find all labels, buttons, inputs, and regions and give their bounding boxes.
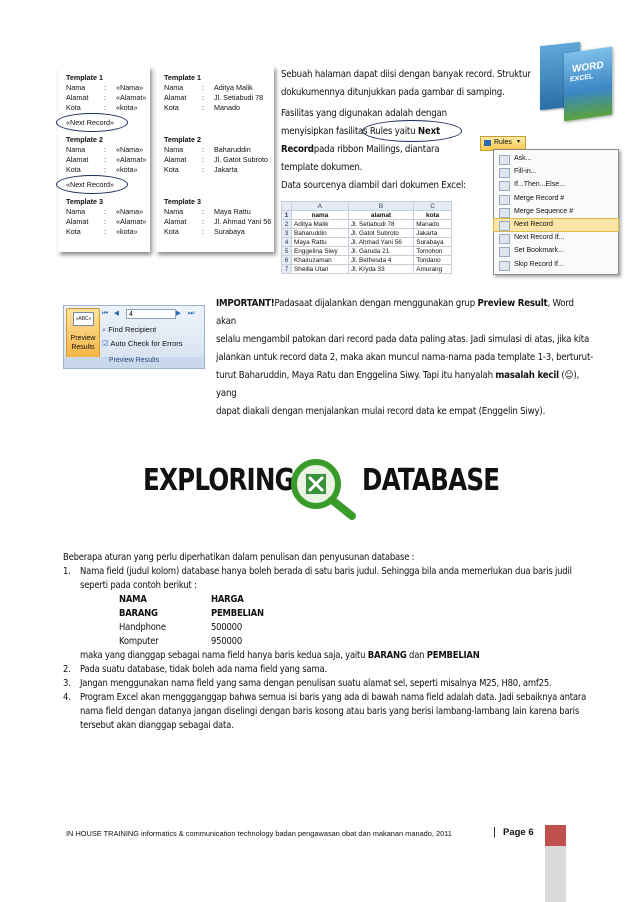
rules-menu-item-label: Skip Record If... xyxy=(514,260,564,268)
template-cell: Nama xyxy=(164,145,184,154)
rules-menu-item-label: Merge Record # xyxy=(514,194,565,202)
template-row xyxy=(66,155,146,165)
rules-menu-item[interactable] xyxy=(494,153,618,165)
template-cell: Nama xyxy=(164,207,184,216)
template-cell: Nama xyxy=(66,83,86,92)
excel-magnifier-logo xyxy=(288,458,360,520)
next-record-marker-2: «Next Record» xyxy=(66,180,114,189)
template-title: Template 1 xyxy=(66,73,104,82)
excel-cell: Sheilla Utari xyxy=(292,265,349,274)
example-cell: NAMA xyxy=(119,594,147,605)
menu-item-icon xyxy=(499,168,510,178)
footer-separator: | xyxy=(493,826,496,838)
template-row xyxy=(66,227,146,237)
template-title: Template 2 xyxy=(164,135,202,144)
template-row xyxy=(66,165,146,175)
template-cell: : xyxy=(202,103,204,112)
template-cell: Jakarta xyxy=(214,165,238,174)
intro-line: Recordpada ribbon Mailings, diantara xyxy=(281,144,440,155)
menu-item-icon xyxy=(499,155,510,165)
excel-cell: 1 xyxy=(282,211,292,220)
template-cell: «Nama» xyxy=(116,145,144,154)
excel-cell: 4 xyxy=(282,238,292,247)
template-row xyxy=(164,155,271,165)
template-fields-list xyxy=(66,73,146,237)
next-record-marker-1: «Next Record» xyxy=(66,118,114,127)
template-cell: : xyxy=(104,227,106,236)
highlight-ellipse-1 xyxy=(56,113,128,132)
preview-results-button[interactable] xyxy=(66,308,100,358)
template-row xyxy=(164,93,271,103)
footer-text: IN HOUSE TRAINING informatics & communication technology badan pengawasan obat dan makanan manado, 2011 xyxy=(66,829,452,838)
template-cell: : xyxy=(104,207,106,216)
rule-item-4: 4. Program Excel akan menggganggap bahwa semua isi baris yang ada di bawah nama field adalah data. Jadi sebaiknya antara nama field dengan datanya jangan diselingi dengan baris kosong atau baris yang berisi lambang-lambang lain karena baris tersebut akan dianggap sebagai data. xyxy=(63,692,587,731)
template-cell: : xyxy=(202,145,204,154)
intro-line: template dokumen. xyxy=(281,162,363,173)
rules-button-label: Rules xyxy=(494,139,512,146)
menu-item-icon xyxy=(499,181,510,191)
template-row xyxy=(164,227,271,237)
template-cell: «Nama» xyxy=(116,207,144,216)
menu-item-icon xyxy=(499,208,510,218)
template-cell: Nama xyxy=(66,145,86,154)
template-row xyxy=(66,103,146,113)
template-cell: : xyxy=(202,83,204,92)
template-cell: : xyxy=(202,155,204,164)
excel-row xyxy=(282,238,452,247)
template-block xyxy=(164,135,271,175)
excel-row xyxy=(282,220,452,229)
rules-menu-item[interactable] xyxy=(494,219,618,231)
excel-cell: Khairuzaman xyxy=(292,256,349,265)
template-cell: Aditya Malik xyxy=(214,83,253,92)
template-cell: «kota» xyxy=(116,227,138,236)
template-block xyxy=(164,73,271,113)
preview-results-label-1: Preview xyxy=(70,335,96,342)
rules-menu-item[interactable] xyxy=(494,193,618,205)
intro-line: menyisipkan fasilitas Rules yaitu Next xyxy=(281,126,440,137)
important-line: jalankan untuk record data 2, maka akan muncul nama-nama pada template 1-3, berturut- xyxy=(216,352,594,363)
excel-cell: Jl. Garuda 21 xyxy=(348,247,413,256)
excel-header-row xyxy=(282,211,452,220)
template-row xyxy=(164,165,271,175)
template-cell: «Alamat» xyxy=(116,93,147,102)
excel-cell: Amurang xyxy=(414,265,452,274)
template-cell: Kota xyxy=(66,103,81,112)
intro-line: Data sourcenya diambil dari dokumen Excel: xyxy=(281,180,466,191)
template-title: Template 1 xyxy=(164,73,202,82)
template-row xyxy=(164,217,271,227)
book-front xyxy=(564,47,612,122)
rules-menu-item-label: Next Record xyxy=(514,221,553,228)
template-cell: : xyxy=(104,93,106,102)
example-cell: HARGA xyxy=(211,594,244,605)
important-line: selalu mengambil patokan dari record pada data paling atas. Jadi simulasi di atas, jika kita xyxy=(216,334,590,345)
chevron-down-icon: ▾ xyxy=(517,139,521,145)
book-title-excel: EXCEL xyxy=(570,73,594,84)
template-cell: «Alamat» xyxy=(116,217,147,226)
rules-menu-item[interactable] xyxy=(494,259,618,271)
rules-menu-item-label: Merge Sequence # xyxy=(514,207,574,215)
auto-check-label: Auto Check for Errors xyxy=(110,339,183,348)
excel-cell: Baharuddin xyxy=(292,229,349,238)
example-row xyxy=(119,635,603,649)
template-cell: Baharuddin xyxy=(214,145,251,154)
template-row xyxy=(66,93,146,103)
excel-row xyxy=(282,247,452,256)
template-cell: Jl. Ahmad Yani 56 xyxy=(214,217,272,226)
excel-cell: Manado xyxy=(414,220,452,229)
menu-item-icon xyxy=(499,221,510,231)
preview-abc-icon: «ABC» xyxy=(73,312,94,326)
menu-item-icon xyxy=(499,234,510,244)
template-cell: Nama xyxy=(164,83,184,92)
menu-item-icon xyxy=(499,247,510,257)
rules-intro: Beberapa aturan yang perlu diperhatikan dalam penulisan dan penyusunan database : xyxy=(63,552,415,563)
intro-line: dokukumennya ditunjukkan pada gambar di samping. xyxy=(281,87,505,98)
rule-item-1: 1. Nama field (judul kolom) database hanya boleh berada di satu baris judul. Sehingga bila anda memerlukan dua baris judil seperti pada contoh berikut : NAMA HARGA BARANG PEMBELIAN Handphone 500000 Komputer 950000 maka yang dianggap sebagai nama field hanya baris kedua saja, yaitu BARANG dan PEMBELIAN xyxy=(63,565,603,663)
excel-col-header: B xyxy=(348,202,413,211)
rules-menu-item[interactable] xyxy=(494,245,618,257)
template-cell: Kota xyxy=(66,227,81,236)
heading-left: EXPLORING xyxy=(143,463,295,498)
excel-row xyxy=(282,265,452,274)
find-recipient-label: Find Recipient xyxy=(108,325,157,334)
example-cell: Komputer xyxy=(119,636,159,647)
template-cell: «Alamat» xyxy=(116,155,147,164)
template-row xyxy=(164,207,271,217)
rules-menu-item-label: Next Record If... xyxy=(514,234,565,242)
highlight-ellipse-2 xyxy=(56,175,128,194)
excel-col-header: A xyxy=(292,202,349,211)
template-cell: «kota» xyxy=(116,103,138,112)
excel-cell: 6 xyxy=(282,256,292,265)
excel-row xyxy=(282,256,452,265)
template-cell: Kota xyxy=(66,165,81,174)
menu-item-icon xyxy=(499,261,510,271)
template-cell: «kota» xyxy=(116,165,138,174)
template-cell: Kota xyxy=(164,227,179,236)
excel-cell: Jl. Gatot Subroto xyxy=(348,229,413,238)
example-table xyxy=(80,593,603,649)
template-cell: : xyxy=(202,227,204,236)
rules-menu-item-label: Set Bookmark... xyxy=(514,247,564,255)
template-cell: Alamat xyxy=(164,155,187,164)
excel-cell: alamat xyxy=(348,211,413,220)
important-line: dapat diakali dengan menjalankan mulai record data ke empat (Enggelin Siwy). xyxy=(216,406,546,417)
footer-accent-square xyxy=(545,825,566,846)
excel-cell: kota xyxy=(414,211,452,220)
important-line: turut Baharuddin, Maya Ratu dan Enggelina Siwy. Tapi itu hanyalah masalah kecil (☺), yang xyxy=(216,370,580,399)
prev-record-icon[interactable]: ◀ xyxy=(114,309,119,317)
excel-cell: Jl. Ahmad Yani 56 xyxy=(348,238,413,247)
example-row xyxy=(119,607,603,621)
preview-group-label: Preview Results xyxy=(64,357,204,368)
template-row xyxy=(66,207,146,217)
book-title-word: WORD xyxy=(572,59,604,76)
excel-cell: Jl. Setiabudi 78 xyxy=(348,220,413,229)
template-cell: : xyxy=(202,217,204,226)
preview-results-label-2: Results xyxy=(71,344,95,351)
template-cell: : xyxy=(202,207,204,216)
next-record-text: Next xyxy=(417,126,440,137)
excel-cell: nama xyxy=(292,211,349,220)
template-cell: : xyxy=(104,217,106,226)
database-rules-list xyxy=(63,551,603,733)
template-block xyxy=(66,197,146,237)
example-cell: BARANG xyxy=(119,608,158,619)
highlight-ellipse-rules xyxy=(362,120,462,142)
first-record-icon[interactable]: ⏮ xyxy=(102,309,109,317)
template-row xyxy=(164,145,271,155)
excel-col-header: C xyxy=(414,202,452,211)
excel-cell: Maya Rattu xyxy=(292,238,349,247)
template-cell: Alamat xyxy=(164,217,187,226)
example-cell: PEMBELIAN xyxy=(211,608,264,619)
rules-menu-item-label: Fill-in... xyxy=(514,168,537,176)
example-row xyxy=(119,593,603,607)
template-row xyxy=(164,83,271,93)
template-title: Template 3 xyxy=(66,197,104,206)
template-cell: Alamat xyxy=(66,93,89,102)
heading-right: DATABASE xyxy=(362,463,500,498)
template-row xyxy=(66,145,146,155)
excel-cell: Jl. Bethesda 4 xyxy=(348,256,413,265)
template-block xyxy=(66,135,146,175)
excel-cell: 7 xyxy=(282,265,292,274)
template-title: Template 3 xyxy=(164,197,202,206)
template-cell: Jl. Gatot Subroto xyxy=(214,155,268,164)
excel-cell: 5 xyxy=(282,247,292,256)
template-cell: : xyxy=(104,165,106,174)
excel-cell: 2 xyxy=(282,220,292,229)
template-row xyxy=(66,217,146,227)
excel-cell: Enggelina Siwy xyxy=(292,247,349,256)
template-block xyxy=(66,73,146,113)
menu-item-icon xyxy=(499,195,510,205)
check-icon: ☑ xyxy=(102,339,109,348)
template-cell: Kota xyxy=(164,103,179,112)
footer-side-bar xyxy=(545,846,566,902)
template-row xyxy=(164,103,271,113)
excel-col-header xyxy=(282,202,292,211)
template-cell: Jl. Setiabudi 78 xyxy=(214,93,264,102)
excel-cell: Surabaya xyxy=(414,238,452,247)
excel-col-header-row xyxy=(282,202,452,211)
record-nav xyxy=(102,309,202,321)
next-record-icon[interactable]: ▶ xyxy=(176,309,181,317)
important-paragraph xyxy=(216,295,596,421)
excel-cell: Jl. Kryda 33 xyxy=(348,265,413,274)
rule-item-3: 3. Jangan menggunakan nama field yang sama dengan penulisan suatu alamat sel, seperti misalnya M25, H80, amf25. xyxy=(63,678,552,689)
rules-icon xyxy=(484,140,491,146)
excel-cell: 3 xyxy=(282,229,292,238)
rules-menu-item[interactable] xyxy=(494,166,618,178)
rule-item-2: 2. Pada suatu database, tidak boleh ada nama field yang sama. xyxy=(63,664,327,675)
template-cell: : xyxy=(104,103,106,112)
excel-cell: Aditya Malik xyxy=(292,220,349,229)
template-cell: Alamat xyxy=(66,217,89,226)
rules-dropdown-menu xyxy=(493,149,619,275)
template-cell: : xyxy=(202,165,204,174)
excel-cell: Jakarta xyxy=(414,229,452,238)
template-values-list xyxy=(164,73,271,237)
template-cell: Kota xyxy=(164,165,179,174)
template-cell: : xyxy=(202,93,204,102)
book-cover-image xyxy=(536,36,616,126)
excel-cell: Tomohon xyxy=(414,247,452,256)
template-cell: : xyxy=(104,145,106,154)
template-cell: : xyxy=(104,83,106,92)
template-cell: Surabaya xyxy=(214,227,245,236)
intro-line: Fasilitas yang digunakan adalah dengan xyxy=(281,108,447,119)
rules-menu-item[interactable] xyxy=(494,206,618,218)
excel-cell: Tondano xyxy=(414,256,452,265)
template-title: Template 2 xyxy=(66,135,104,144)
template-block xyxy=(164,197,271,237)
record-number-input[interactable] xyxy=(126,309,176,319)
template-cell: Manado xyxy=(214,103,240,112)
auto-check-errors-button[interactable] xyxy=(102,339,183,348)
find-icon: ⌕ xyxy=(102,325,107,334)
example-cell: 500000 xyxy=(211,622,242,633)
template-cell: Maya Rattu xyxy=(214,207,251,216)
template-cell: : xyxy=(104,155,106,164)
template-row xyxy=(66,83,146,93)
footer-page-number: Page 6 xyxy=(503,827,534,838)
example-cell: Handphone xyxy=(119,622,166,633)
template-cell: Alamat xyxy=(164,93,187,102)
rules-menu-item-label: If...Then...Else... xyxy=(514,181,565,189)
template-cell: «Nama» xyxy=(116,83,144,92)
template-cell: Nama xyxy=(66,207,86,216)
example-cell: 950000 xyxy=(211,636,242,647)
example-row xyxy=(119,621,603,635)
excel-data-table xyxy=(281,201,452,274)
rules-menu-item-label: Ask... xyxy=(514,155,532,162)
preview-results-group xyxy=(63,305,205,369)
rules-menu-item[interactable] xyxy=(494,179,618,191)
excel-row xyxy=(282,229,452,238)
intro-line: Sebuah halaman dapat diisi dengan banyak record. Struktur xyxy=(281,69,531,80)
template-cell: Alamat xyxy=(66,155,89,164)
rules-menu-item[interactable] xyxy=(494,232,618,244)
find-recipient-button[interactable] xyxy=(102,325,156,335)
last-record-icon[interactable]: ⏭ xyxy=(188,309,195,317)
important-line: IMPORTANT!Padasaat dijalankan dengan menggunakan grup Preview Result, Word akan xyxy=(216,298,574,327)
